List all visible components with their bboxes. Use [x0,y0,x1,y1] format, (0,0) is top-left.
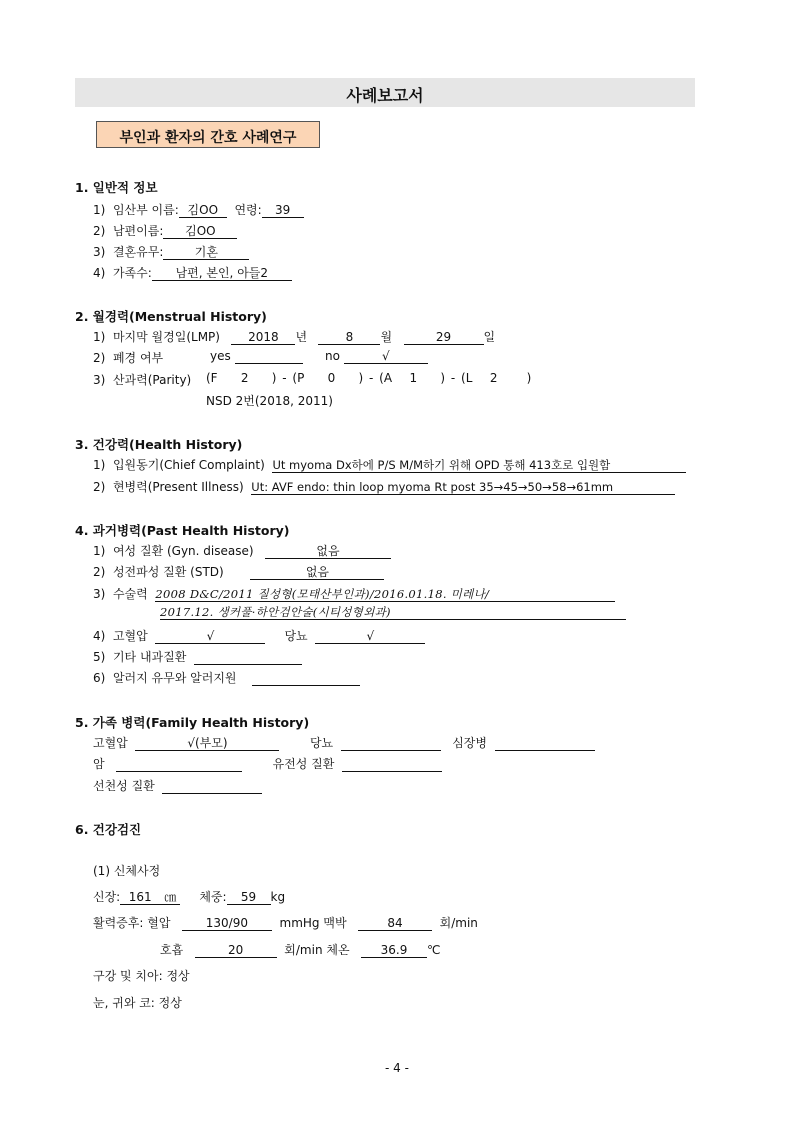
item-number: 6) [93,671,106,685]
age-label: 연령: [234,203,262,217]
item-number: 4) [93,266,106,280]
parity-close: ) [526,371,532,385]
parity-l-value: 2 [489,371,498,385]
s5-line3 [93,777,262,794]
present-illness-value: Ut: AVF endo: thin loop myoma Rt post 35→45→50→58→61mm [251,480,675,495]
s3-line2 [93,478,675,495]
family-heart-label: 심장병 [452,736,487,750]
s4-line3b [160,605,626,620]
s4-line1 [93,542,391,559]
s2-line1 [93,328,495,345]
section1-title: 1. 일반적 정보 [75,180,158,195]
family-heart-blank [495,736,595,751]
temperature-unit: ℃ [427,943,441,957]
family-size-label: 가족수: [112,266,152,280]
weight-unit: kg [270,890,286,904]
s4-line5 [93,648,302,665]
section3-title: 3. 건강력(Health History) [75,437,243,452]
month-unit: 월 [380,330,393,344]
std-label: 성전파성 질환 (STD) [112,565,224,579]
menopause-yes-blank [235,349,303,364]
marital-status-value: 기혼 [163,245,249,260]
s4-line3 [93,585,615,602]
s5-line2 [93,755,442,772]
std-value: 없음 [250,565,384,580]
family-hypertension-value: √(부모) [135,736,279,751]
age-value: 39 [262,203,304,218]
item-number: 3) [93,587,106,601]
lmp-month: 8 [318,330,380,345]
lmp-label: 마지막 월경일(LMP) [112,330,220,344]
family-diabetes-blank [341,736,441,751]
family-genetic-label: 유전성 질환 [272,757,335,771]
hypertension-value: √ [155,629,265,644]
surgery-history-label: 수술력 [112,587,148,601]
parity-label: 산과력(Parity) [112,373,192,387]
parity-a-label: ) - (A [358,371,393,385]
height-value: 161 [120,890,160,905]
family-congenital-label: 선천성 질환 [93,779,155,793]
respiration-label: 호흡 [160,943,184,957]
chief-complaint-value: Ut myoma Dx하에 P/S M/M하기 위해 OPD 통해 413호로 입원함 [272,458,686,473]
surgery-history-value-2: 2017.12. 생커풀·하안검안술(시티성형외과) [160,605,626,620]
gyn-disease-label: 여성 질환 (Gyn. disease) [112,544,254,558]
marital-status-label: 결혼유무: [112,245,164,259]
diabetes-label: 당뇨 [284,629,308,643]
header-bar [75,78,695,107]
gyn-disease-value: 없음 [265,544,391,559]
menopause-no-label: no [325,349,340,363]
nsd-history: NSD 2번(2018, 2011) [206,394,333,408]
page-number: - 4 - [385,1061,409,1075]
height-unit: ㎝ [160,890,180,905]
section4-title: 4. 과거병력(Past Health History) [75,523,290,538]
item-number: 2) [93,565,106,579]
family-diabetes-label: 당뇨 [309,736,334,750]
parity-p-label: ) - (P [271,371,305,385]
item-number: 5) [93,650,106,664]
item-number: 3) [93,373,106,387]
family-cancer-blank [116,757,242,772]
height-weight-line [93,888,285,905]
s2-line3 [93,371,191,388]
eent-assessment: 눈, 귀와 코: 정상 [93,996,182,1010]
diabetes-value: √ [315,629,425,644]
bp-unit-pulse-label: mmHg 맥박 [279,916,347,930]
parity-values [206,371,531,385]
subtitle-box [96,121,320,148]
s1-line3 [93,243,249,260]
s4-line4 [93,627,425,644]
s4-line6 [93,669,360,686]
menopause-options [210,349,303,364]
family-cancer-label: 암 [93,757,105,771]
s5-line1 [93,734,595,751]
respiration-value: 20 [195,943,277,958]
mother-name-label: 임산부 이름: [112,203,179,217]
family-congenital-blank [162,779,262,794]
physical-assessment-title: (1) 신체사정 [93,864,161,878]
lmp-day: 29 [404,330,484,345]
section2-title: 2. 월경력(Menstrual History) [75,309,267,324]
hypertension-label: 고혈압 [112,629,148,643]
s1-line4 [93,264,292,281]
family-genetic-blank [342,757,442,772]
page-title: 사례보고서 [346,86,424,105]
item-number: 1) [93,203,106,217]
s3-line1 [93,456,686,473]
family-hypertension-label: 고혈압 [93,736,128,750]
mother-name-value: 김OO [179,203,227,218]
year-unit: 년 [295,330,308,344]
height-label: 신장: [93,890,121,904]
menopause-label: 폐경 여부 [112,351,164,365]
day-unit: 일 [483,330,496,344]
weight-value: 59 [227,890,271,905]
vital-signs-line1 [93,914,478,931]
vital-signs-line2 [160,941,440,958]
surgery-history-value-1: 2008 D&C/2011 질성형(모태산부인과)/2016.01.18. 미레나/ [155,587,615,602]
item-number: 1) [93,330,106,344]
weight-label: 체중: [199,890,227,904]
parity-a-value: 1 [409,371,418,385]
s2-line2 [93,349,163,366]
pulse-value: 84 [358,916,432,931]
item-number: 2) [93,351,106,365]
item-number: 2) [93,224,106,238]
menopause-no [325,349,428,364]
temperature-value: 36.9 [361,943,427,958]
section5-title: 5. 가족 병력(Family Health History) [75,715,310,730]
item-number: 3) [93,245,106,259]
allergy-blank [252,671,360,686]
parity-p-value: 0 [327,371,336,385]
oral-assessment: 구강 및 치아: 정상 [93,969,190,983]
s1-line2 [93,222,237,239]
document-subtitle: 부인과 환자의 간호 사례연구 [119,130,297,146]
s1-line1 [93,201,304,218]
resp-unit-temp-label: 회/min 체온 [284,943,350,957]
other-medical-blank [194,650,302,665]
parity-l-label: ) - (L [440,371,473,385]
lmp-year: 2018 [231,330,295,345]
husband-name-label: 남편이름: [112,224,164,238]
section6-title: 6. 건강검진 [75,822,142,837]
chief-complaint-label: 입원동기(Chief Complaint) [112,458,265,472]
vital-signs-label: 활력증후: 혈압 [93,916,171,930]
blood-pressure-value: 130/90 [182,916,272,931]
menopause-yes-label: yes [210,349,231,363]
parity-f-label: (F [206,371,218,385]
item-number: 1) [93,544,106,558]
other-medical-label: 기타 내과질환 [112,650,187,664]
menopause-no-value: √ [344,349,428,364]
item-number: 2) [93,480,106,494]
s4-line2 [93,563,384,580]
husband-name-value: 김OO [163,224,237,239]
allergy-label: 알러지 유무와 알러지원 [112,671,237,685]
family-size-value: 남편, 본인, 아들2 [152,266,292,281]
item-number: 1) [93,458,106,472]
item-number: 4) [93,629,106,643]
pulse-unit: 회/min [439,916,478,930]
parity-f-value: 2 [240,371,249,385]
present-illness-label: 현병력(Present Illness) [112,480,244,494]
